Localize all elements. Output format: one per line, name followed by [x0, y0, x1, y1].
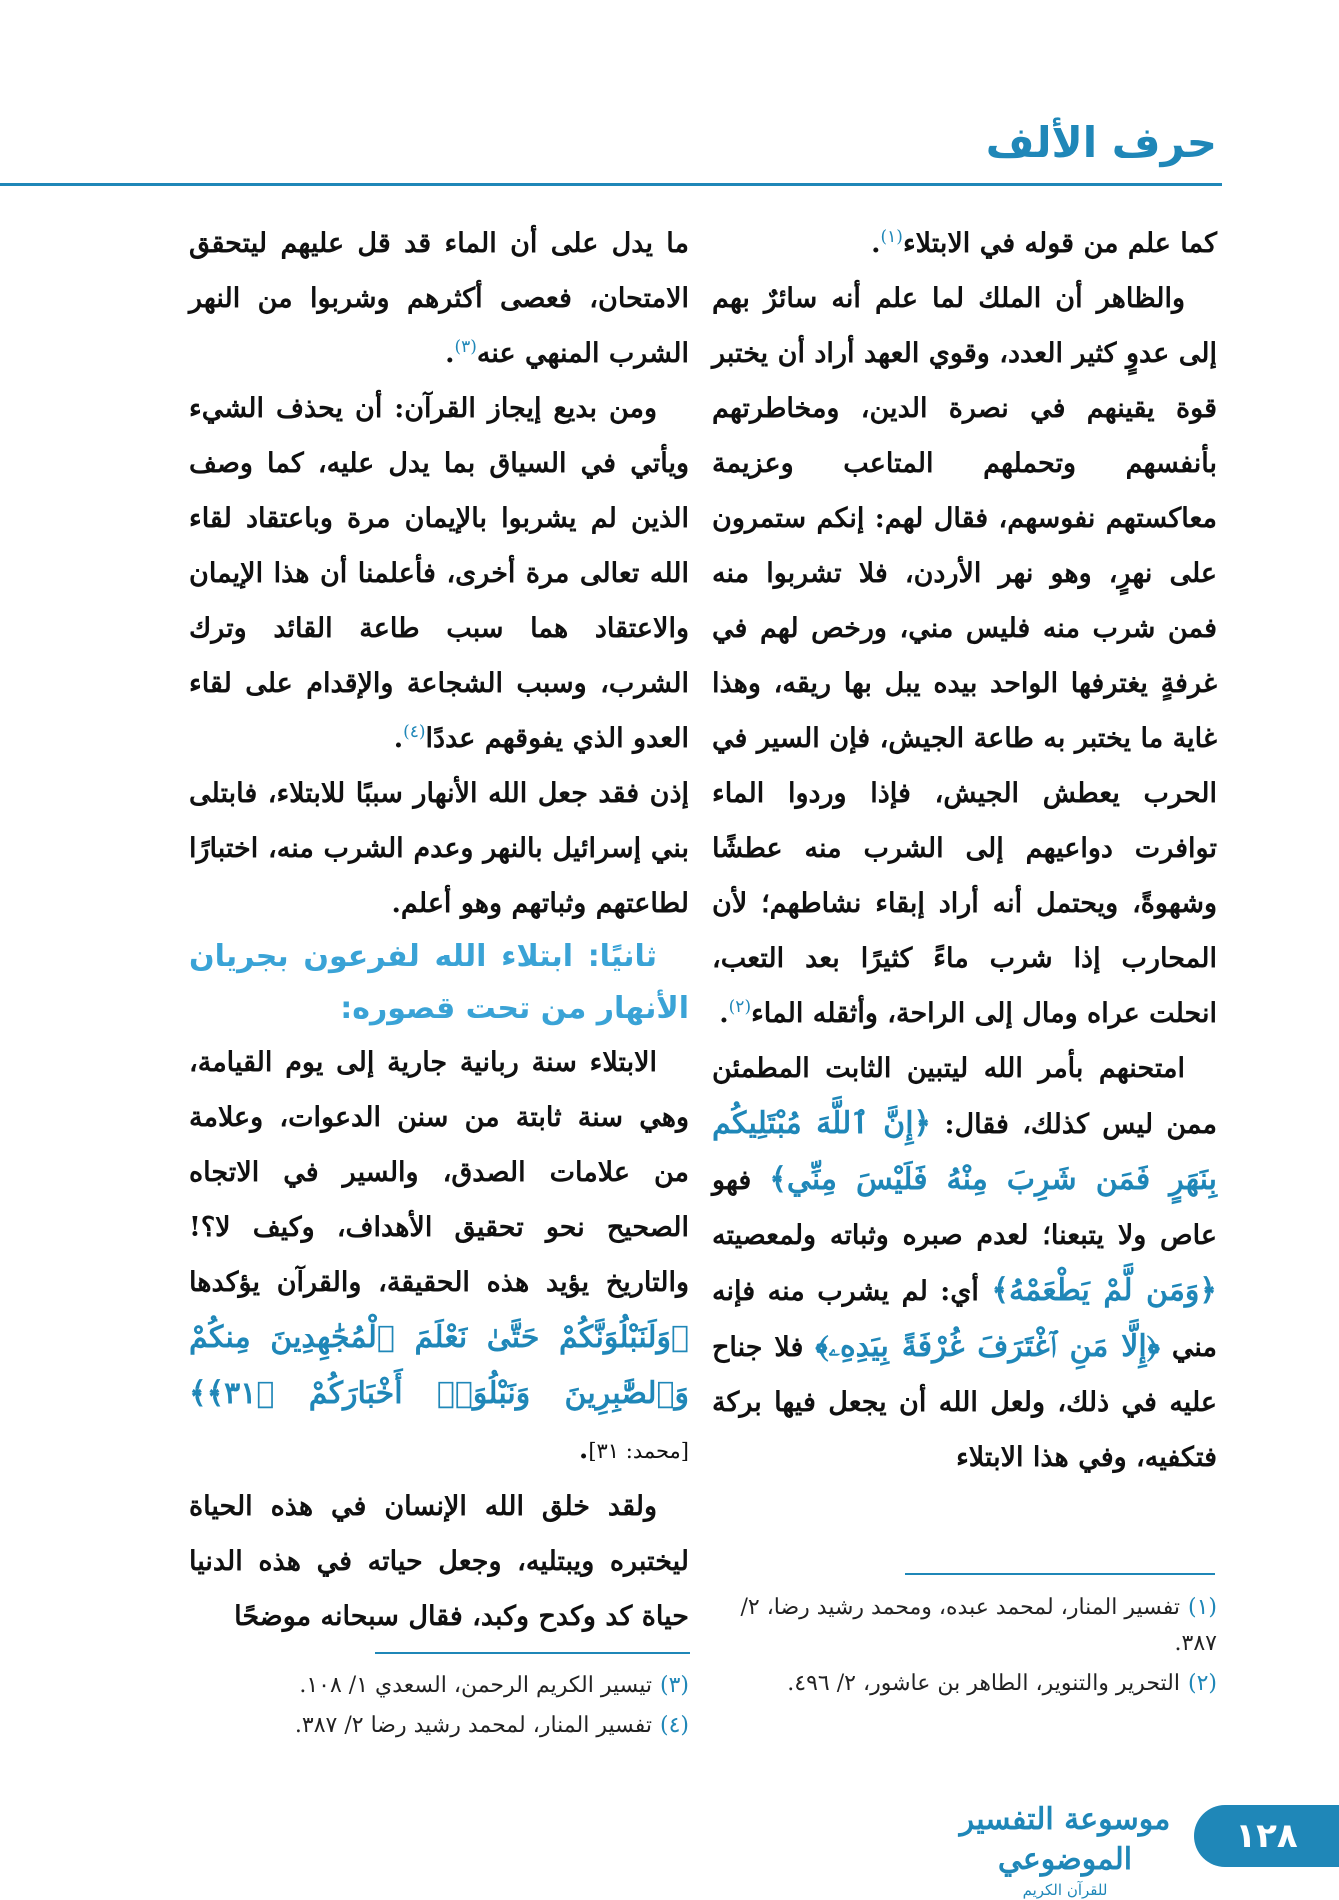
text: الابتلاء سنة ربانية جارية إلى يوم القيامة، وهي سنة ثابتة من سنن الدعوات، وعلامة من علامات الصدق، والسير في الاتجاه الصحيح نحو تحقيق الأهداف، وكيف لا؟! والتاريخ يؤيد هذه الحقيقة، والقرآن يؤكدها: [189, 1047, 689, 1298]
footnote-3: [189, 1668, 689, 1704]
text: .: [578, 1434, 589, 1465]
text: .: [719, 998, 729, 1029]
text: .: [393, 723, 404, 754]
header-rule: [0, 183, 1222, 186]
quran-verse: ﴿وَلَنَبْلُوَنَّكُمْ حَتَّىٰ نَعْلَمَ ٱلْمُجَٰهِدِينَ مِنكُمْ وَٱلصَّٰبِرِينَ وَنَبْلُوَا۟ أَخْبَارَكُمْ ﴿٣١﴾﴾: [189, 1320, 689, 1411]
logo-subtitle: للقرآن الكريم: [1022, 1881, 1108, 1899]
quran-verse: ﴿إِلَّا مَنِ ٱغْتَرَفَ غُرْفَةً بِيَدِهِۦ﴾: [815, 1329, 1161, 1364]
section-subheading: ثانيًا: ابتلاء الله لفرعون بجريان الأنهار من تحت قصوره:: [189, 939, 689, 1026]
footnote-1: [712, 1590, 1217, 1662]
footnote-text: تيسير الكريم الرحمن، السعدي ١/ ١٠٨.: [299, 1673, 652, 1698]
footnote-ref-4[interactable]: (٤): [403, 722, 426, 742]
quran-verse: ﴿وَمَن لَّمْ يَطْعَمْهُ﴾: [991, 1273, 1217, 1308]
left-paragraph-5: ولقد خلق الله الإنسان في هذه الحياة ليختبره ويبتليه، وجعل حياته في هذه الدنيا حياة كد وكدح وكبد، فقال سبحانه موضحًا: [189, 1491, 689, 1632]
footnote-divider-right: [905, 1573, 1215, 1575]
footnote-number: (٣): [659, 1673, 689, 1698]
footnote-2: [712, 1666, 1217, 1702]
text: ومن بديع إيجاز القرآن: أن يحذف الشيء ويأتي في السياق بما يدل عليه، كما وصف الذين لم يشربوا بالإيمان مرة وباعتقاد لقاء الله تعالى مرة أخرى، فأعلمنا أن هذا الإيمان والاعتقاد هما سبب طاعة القائد وترك الشرب، وسبب الشجاعة والإقدام على لقاء العدو الذي يفوقهم عددًا: [189, 393, 689, 754]
text: أي: لم يشرب منه فإنه مني: [712, 1276, 1218, 1363]
left-paragraph-4: [189, 1035, 689, 1479]
right-paragraph-1: [712, 216, 1217, 271]
text: امتحنهم بأمر الله ليتبين الثابت المطمئن ممن ليس كذلك، فقال:: [712, 1053, 1218, 1140]
left-column: [189, 216, 689, 1644]
footnotes-left: [189, 1668, 689, 1748]
footnote-text: تفسير المنار، لمحمد عبده، ومحمد رشيد رضا، ٢/ ٣٨٧.: [740, 1595, 1217, 1656]
footnote-number: (١): [1187, 1595, 1217, 1620]
quran-verse: ﴿إِنَّ ٱللَّهَ مُبْتَلِيكُم بِنَهَرٍ فَمَن شَرِبَ مِنْهُ فَلَيْسَ مِنِّي﴾: [712, 1106, 1217, 1197]
footnote-ref-3[interactable]: (٣): [454, 337, 477, 357]
footnote-text: التحرير والتنوير، الطاهر بن عاشور، ٢/ ٤٩٦.: [787, 1671, 1180, 1696]
verse-reference: [محمد: ٣١]: [588, 1439, 689, 1463]
text: والظاهر أن الملك لما علم أنه سائرٌ بهم إلى عدوٍ كثير العدد، وقوي العهد أراد أن يختبر قوة يقينهم في نصرة الدين، ومخاطرتهم بأنفسهم وتحملهم المتاعب وعزيمة معاكستهم نفوسهم، فقال لهم: إنكم ستمرون على نهرٍ، وهو نهر الأردن، فلا تشربوا منه فمن شرب منه فليس مني، ورخص لهم في غرفةٍ يغترفها الواحد بيده يبل بها ريقه، وهذا غاية ما يختبر به طاعة الجيش، فإن السير في الحرب يعطش الجيش، فإذا وردوا الماء توافرت دواعيهم إلى الشرب منه عطشًا وشهوةً، ويحتمل أنه أراد إبقاء نشاطهم؛ لأن المحارب إذا شرب ماءً كثيرًا بعد التعب، انحلت عراه ومال إلى الراحة، وأثقله الماء: [712, 283, 1217, 1029]
footnote-number: (٢): [1187, 1671, 1217, 1696]
footnote-text: تفسير المنار، لمحمد رشيد رضا ٢/ ٣٨٧.: [294, 1713, 652, 1738]
footnote-divider-left: [375, 1652, 690, 1654]
text: فهو عاص ولا يتبعنا؛ لعدم صبره وثباته ولمعصيته: [712, 1165, 1217, 1251]
footnote-ref-2[interactable]: (٢): [728, 997, 752, 1017]
text: .: [871, 228, 881, 259]
text: .: [445, 338, 455, 369]
text: فلا جناح عليه في ذلك، ولعل الله أن يجعل فيها بركة فتكفيه، وفي هذا الابتلاء: [712, 1332, 1217, 1473]
page-header-title: حرف الألف: [985, 118, 1217, 167]
footnote-4: [189, 1708, 689, 1744]
logo-title: موسوعة التفسير الموضوعي: [959, 1802, 1171, 1877]
left-paragraph-1: [189, 216, 689, 381]
footnote-ref-1[interactable]: (١): [880, 227, 903, 247]
right-paragraph-3: [712, 1041, 1217, 1485]
footnotes-right: [712, 1590, 1217, 1706]
page-number: ١٢٨: [1194, 1805, 1339, 1867]
text: كما علم من قوله في الابتلاء: [902, 228, 1217, 259]
footnote-number: (٤): [659, 1713, 689, 1738]
left-paragraph-3: إذن فقد جعل الله الأنهار سببًا للابتلاء، فابتلى بني إسرائيل بالنهر وعدم الشرب منه، اختبارًا لطاعتهم وثباتهم وهو أعلم.: [189, 778, 689, 919]
left-paragraph-2: [189, 381, 689, 766]
encyclopedia-logo: [930, 1800, 1200, 1899]
right-column: [712, 216, 1217, 1485]
text: ما يدل على أن الماء قد قل عليهم ليتحقق الامتحان، فعصى أكثرهم وشربوا من النهر الشرب المنهي عنه: [189, 228, 689, 369]
right-paragraph-2: [712, 271, 1217, 1041]
